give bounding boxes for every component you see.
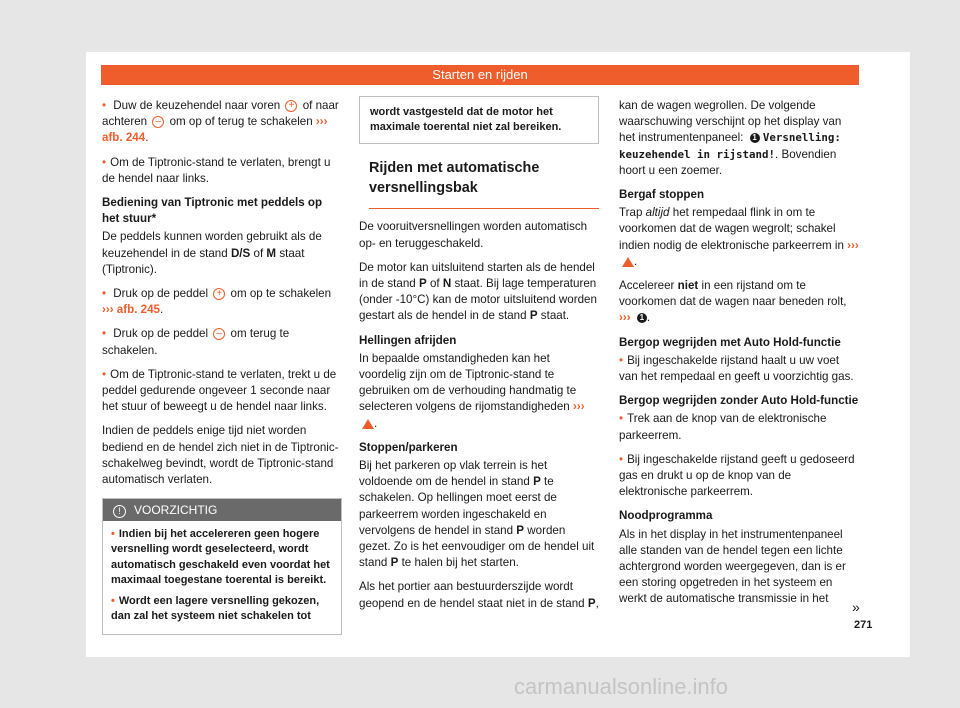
info-icon: 1 [750,133,760,143]
list-item: • Druk op de peddel + om op te schakelen ››› afb. 245. [102,286,342,318]
watermark: carmanualsonline.info [514,674,729,699]
paragraph: kan de wagen wegrollen. De volgende waarschuwing verschijnt op het display van het instrumentenpaneel: 1 Versnelling: keuzehendel in rijstand!. Bovendien hoort u een zoemer. [619,99,842,177]
paragraph: Trap altijd het rempedaal flink in om te voorkomen dat de wagen wegrolt; schakel indien nodig de elektronische parkeerrem in ››› . [619,206,859,268]
subheading: Hellingen afrijden [359,333,457,347]
paragraph: In bepaalde omstandigheden kan het voordelig zijn om de Tiptronic-stand te gebruiken om de verhouding handmatig te selecteren volgens de rijomstandigheden ››› . [359,351,585,430]
minus-icon: – [213,328,225,340]
caution-icon: ! [113,505,126,518]
figure-reference-link[interactable]: ››› afb. 245 [102,303,160,317]
list-item: • Indien bij het accelereren geen hogere versnelling wordt geselecteerd, wordt automatisch geschakeld even voordat het maximaal toegestane toerental is bereikt. [111,527,333,588]
warning-icon [362,419,374,429]
list-item: • Trek aan de knop van de elektronische parkeerrem. [619,411,859,443]
paragraph: De vooruitversnellingen worden automatisch op- en teruggeschakeld. [359,220,588,250]
column-1 [102,98,342,635]
page-number: 271 [854,619,873,631]
caution-box [102,498,342,635]
subheading: Noodprogramma [619,509,713,523]
page-header: Starten en rijden [101,65,859,85]
list-item: • Druk op de peddel – om terug te schakelen. [102,326,342,358]
paragraph: Indien de peddels enige tijd niet worden bediend en de hendel zich niet in de Tiptronic-schakelweg bevindt, wordt de Tiptronic-stand automatisch verlaten. [102,424,339,487]
list-item: • Om de Tiptronic-stand te verlaten, trekt u de peddel gedurende ongeveer 1 seconde naar het stuur of beweegt u de hendel naar links. [102,367,342,416]
caution-box-continued: wordt vastgesteld dat de motor het maximale toerental niet zal bereiken. [359,96,599,144]
list-item: • Bij ingeschakelde rijstand geeft u gedoseerd gas en drukt u op de knop van de elektronische parkeerrem. [619,452,859,501]
plus-icon: + [285,100,297,112]
paragraph: Accelereer niet in een rijstand om te voorkomen dat de wagen naar beneden rolt, ››› 1 . [619,279,847,325]
paragraph: Als het portier aan bestuurderszijde wordt geopend en de hendel staat niet in de stand P, [359,580,599,610]
caution-header: ! VOORZICHTIG [103,499,341,521]
column-3 [619,98,859,616]
section-title: Rijden met automatische versnellingsbak [369,158,599,209]
reference-arrow[interactable]: ››› [619,311,631,325]
figure-reference-link[interactable]: ››› afb. 244 [102,115,328,145]
subheading: Bergop wegrijden zonder Auto Hold-functie [619,394,859,408]
plus-icon: + [213,288,225,300]
subheading: Bergaf stoppen [619,188,705,202]
paragraph: Als in het display in het instrumentenpaneel alle standen van de hendel tegen een lichte achtergrond worden weergegeven, dan is er een storing opgetreden in het systeem en werkt de automatische transmissie in het [619,527,846,606]
list-item: • Bij ingeschakelde rijstand haalt u uw voet van het rempedaal en geeft u voorzichtig gas. [619,353,859,385]
reference-arrow[interactable]: ››› [573,400,585,414]
paragraph: De peddels kunnen worden gebruikt als de keuzehendel in de stand D/S of M staat (Tiptronic). [102,230,322,276]
list-item: • Om de Tiptronic-stand te verlaten, brengt u de hendel naar links. [102,155,342,187]
warning-icon [622,257,634,267]
reference-arrow[interactable]: ››› [847,238,859,252]
subheading: Stoppen/parkeren [359,440,458,454]
subheading: Bergop wegrijden met Auto Hold-functie [619,335,841,349]
info-icon: 1 [637,313,647,323]
continue-marker: » [852,599,860,615]
paragraph: Bij het parkeren op vlak terrein is het voldoende om de hendel in stand P te schakelen. Op hellingen moet eerst de parkeerrem worden ingeschakeld en vervolgens de hendel in stand P worden gezet. Zo is het eenvoudiger om de hendel uit stand P te halen bij het starten. [359,459,595,570]
list-item: • Duw de keuzehendel naar voren + of naar achteren – om op of terug te schakelen ››› afb. 244. [102,98,342,147]
minus-icon: – [152,116,164,128]
subheading: Bediening van Tiptronic met peddels op het stuur* [102,196,323,226]
list-item: • Wordt een lagere versnelling gekozen, dan zal het systeem niet schakelen tot [111,594,333,624]
paragraph: De motor kan uitsluitend starten als de hendel in de stand P of N staat. Bij lage temperaturen (onder -10°C) kan de motor uitsluitend worden gestart als de hendel in de stand P staat. [359,260,597,323]
column-2 [359,96,599,620]
